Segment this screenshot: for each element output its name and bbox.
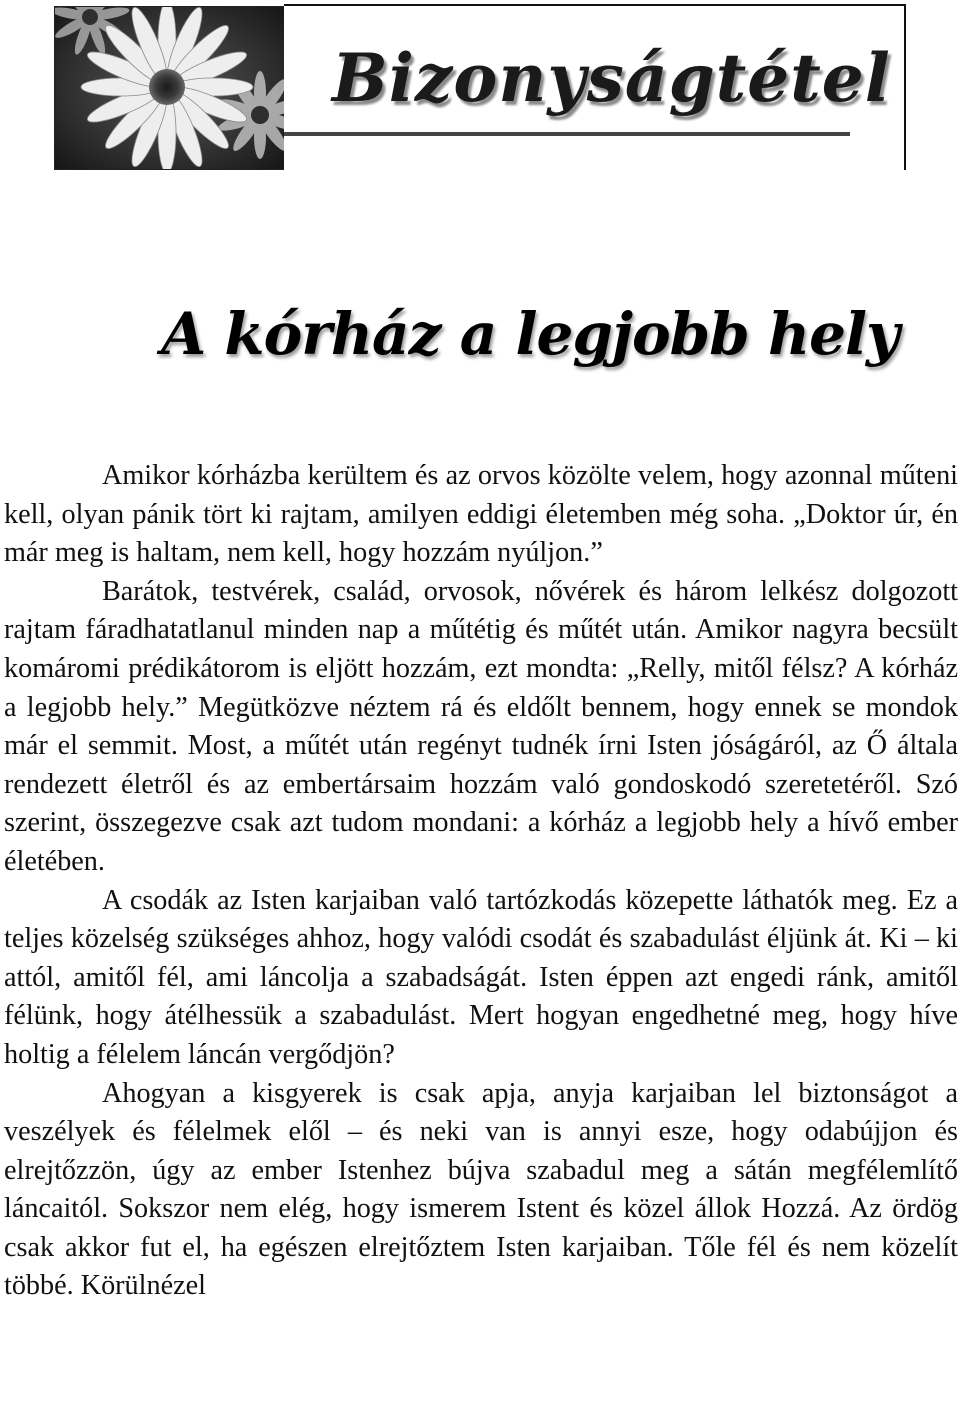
header-banner: [54, 4, 906, 168]
site-logo-title: Bizonyságtétel: [332, 39, 891, 117]
article-title: A kórház a legjobb hely: [161, 300, 899, 368]
article-paragraph: Barátok, testvérek, család, orvosok, nővérek és három lelkész dolgozott rajtam fáradhatatlanul minden nap a műtétig és műtét után. Amikor nagyra becsült komáromi prédikátorom is eljött hozzám, ezt mondta: „Relly, mitől félsz? A kórház a legjobb hely.” Megütközve néztem rá és eldőlt bennem, hogy ennek se mondok már el semmit. Most, a műtét után regényt tudnék írni Isten jóságáról, az Ő általa rendezett életről és az embertársaim hozzám való gondoskodó szeretetéről. Szó szerint, összegezve csak azt tudom mondani: a kórház a legjobb hely a hívő ember életében.: [4, 575, 958, 877]
article-body: [4, 457, 958, 1306]
article-paragraph: A csodák az Isten karjaiban való tartózkodás közepette láthatók meg. Ez a teljes közelség szükséges ahhoz, hogy valódi csodát és szabadulást éljünk át. Ki – ki attól, amitől fél, ami láncolja a szabadságát. Isten éppen azt engedi ránk, amitől félünk, hogy átélhessük a szabadulást. Mert hogyan engedhetné meg, hogy híve holtig a félelem láncán vergődjön?: [4, 884, 958, 1070]
logo-panel: [284, 4, 906, 170]
daisy-flower-photo: [54, 6, 286, 170]
article-paragraph: Amikor kórházba kerültem és az orvos közölte velem, hogy azonnal műteni kell, olyan pánik tört ki rajtam, amilyen eddigi életemben még soha. „Doktor úr, én már meg is haltam, nem kell, hogy hozzám nyúljon.”: [4, 460, 958, 569]
article-paragraph: Ahogyan a kisgyerek is csak apja, anyja karjaiban lel biztonságot a veszélyek és félelmek elől – és neki van is annyi esze, hogy odabújjon és elrejtőzzön, úgy az ember Istenhez bújva szabadul meg a sátán megfélemlítő láncaitól. Sokszor nem elég, hogy ismerem Istent és közel állok Hozzá. Az ördög csak akkor fut el, ha egészen elrejtőztem Isten karjaiban. Tőle fél és nem közelít többé. Körülnézel: [4, 1077, 958, 1302]
daisy-icon: [55, 7, 285, 169]
